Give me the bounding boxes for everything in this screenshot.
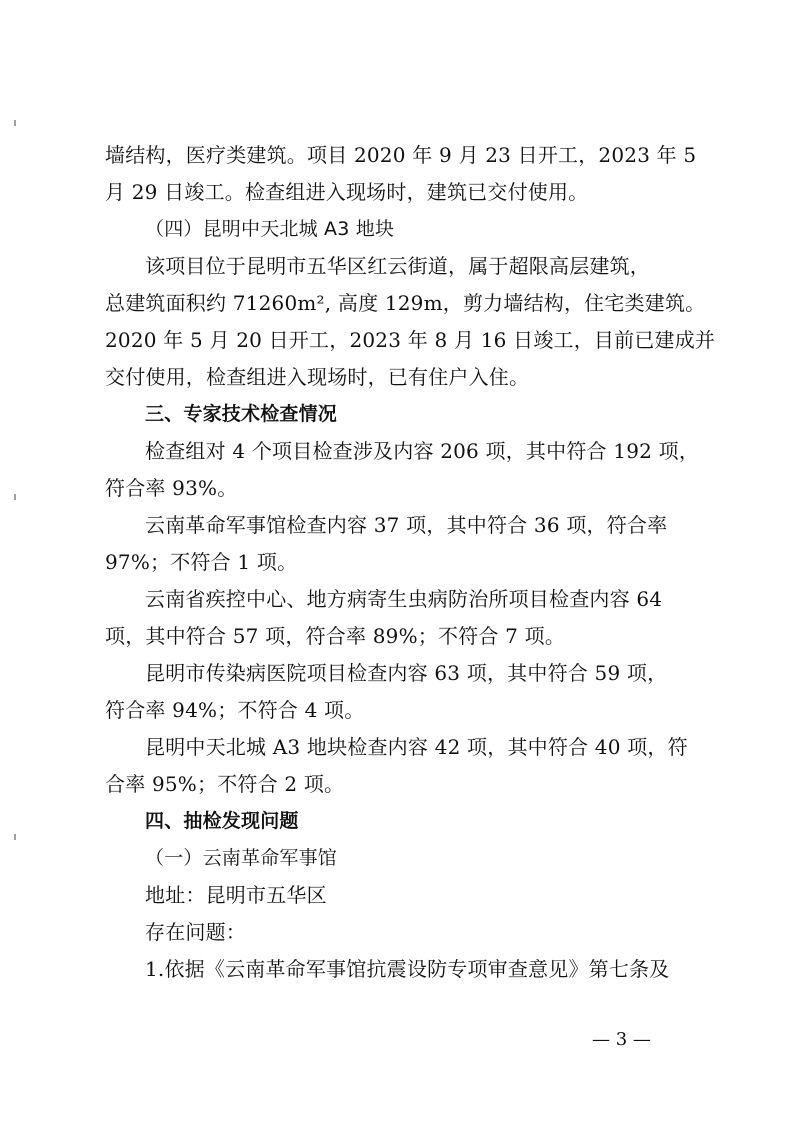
body-line: 交付使用，检查组进入现场时，已有住户入住。 <box>105 365 530 389</box>
body-line: 2020 年 5 月 20 日开工，2023 年 8 月 16 日竣工，目前已建成并 <box>105 328 716 352</box>
body-line: 昆明中天北城 A3 地块检查内容 42 项，其中符合 40 项，符 <box>145 735 688 759</box>
section-heading: 四、抽检发现问题 <box>145 810 299 832</box>
section-heading: 三、专家技术检查情况 <box>145 403 338 425</box>
body-line: 昆明市传染病医院项目检查内容 63 项，其中符合 59 项， <box>145 661 668 685</box>
body-line: 墙结构，医疗类建筑。项目 2020 年 9 月 23 日开工，2023 年 5 <box>105 143 697 167</box>
body-line: 项，其中符合 57 项，符合率 89%；不符合 7 项。 <box>105 624 566 648</box>
document-body <box>105 137 716 988</box>
body-line: 该项目位于昆明市五华区红云街道，属于超限高层建筑， <box>145 254 650 278</box>
body-line: 1.依据《云南革命军事馆抗震设防专项审查意见》第七条及 <box>145 957 670 981</box>
page-number: — 3 — <box>592 1029 651 1050</box>
body-line: 云南革命军事馆检查内容 37 项，其中符合 36 项，符合率 <box>145 513 668 537</box>
body-line: 存在问题： <box>145 920 246 944</box>
body-line: 云南省疾控中心、地方病寄生虫病防治所项目检查内容 64 <box>145 587 663 611</box>
body-line: 地址：昆明市五华区 <box>145 883 327 907</box>
section-subheading: （四）昆明中天北城 A3 地块 <box>145 218 395 240</box>
body-line: 合率 95%；不符合 2 项。 <box>105 772 345 796</box>
binding-mark <box>14 494 16 500</box>
body-line: 总建筑面积约 71260m², 高度 129m，剪力墙结构，住宅类建筑。 <box>105 291 706 315</box>
body-line: 符合率 93%。 <box>105 476 238 500</box>
body-line: 符合率 94%；不符合 4 项。 <box>105 698 365 722</box>
binding-mark <box>14 834 16 840</box>
body-line: 检查组对 4 个项目检查涉及内容 206 项，其中符合 192 项， <box>145 439 700 463</box>
body-line: 97%；不符合 1 项。 <box>105 550 298 574</box>
section-subheading: （一）云南革命军事馆 <box>145 847 338 869</box>
body-line: 月 29 日竣工。检查组进入现场时，建筑已交付使用。 <box>105 180 589 204</box>
binding-mark <box>14 120 16 126</box>
